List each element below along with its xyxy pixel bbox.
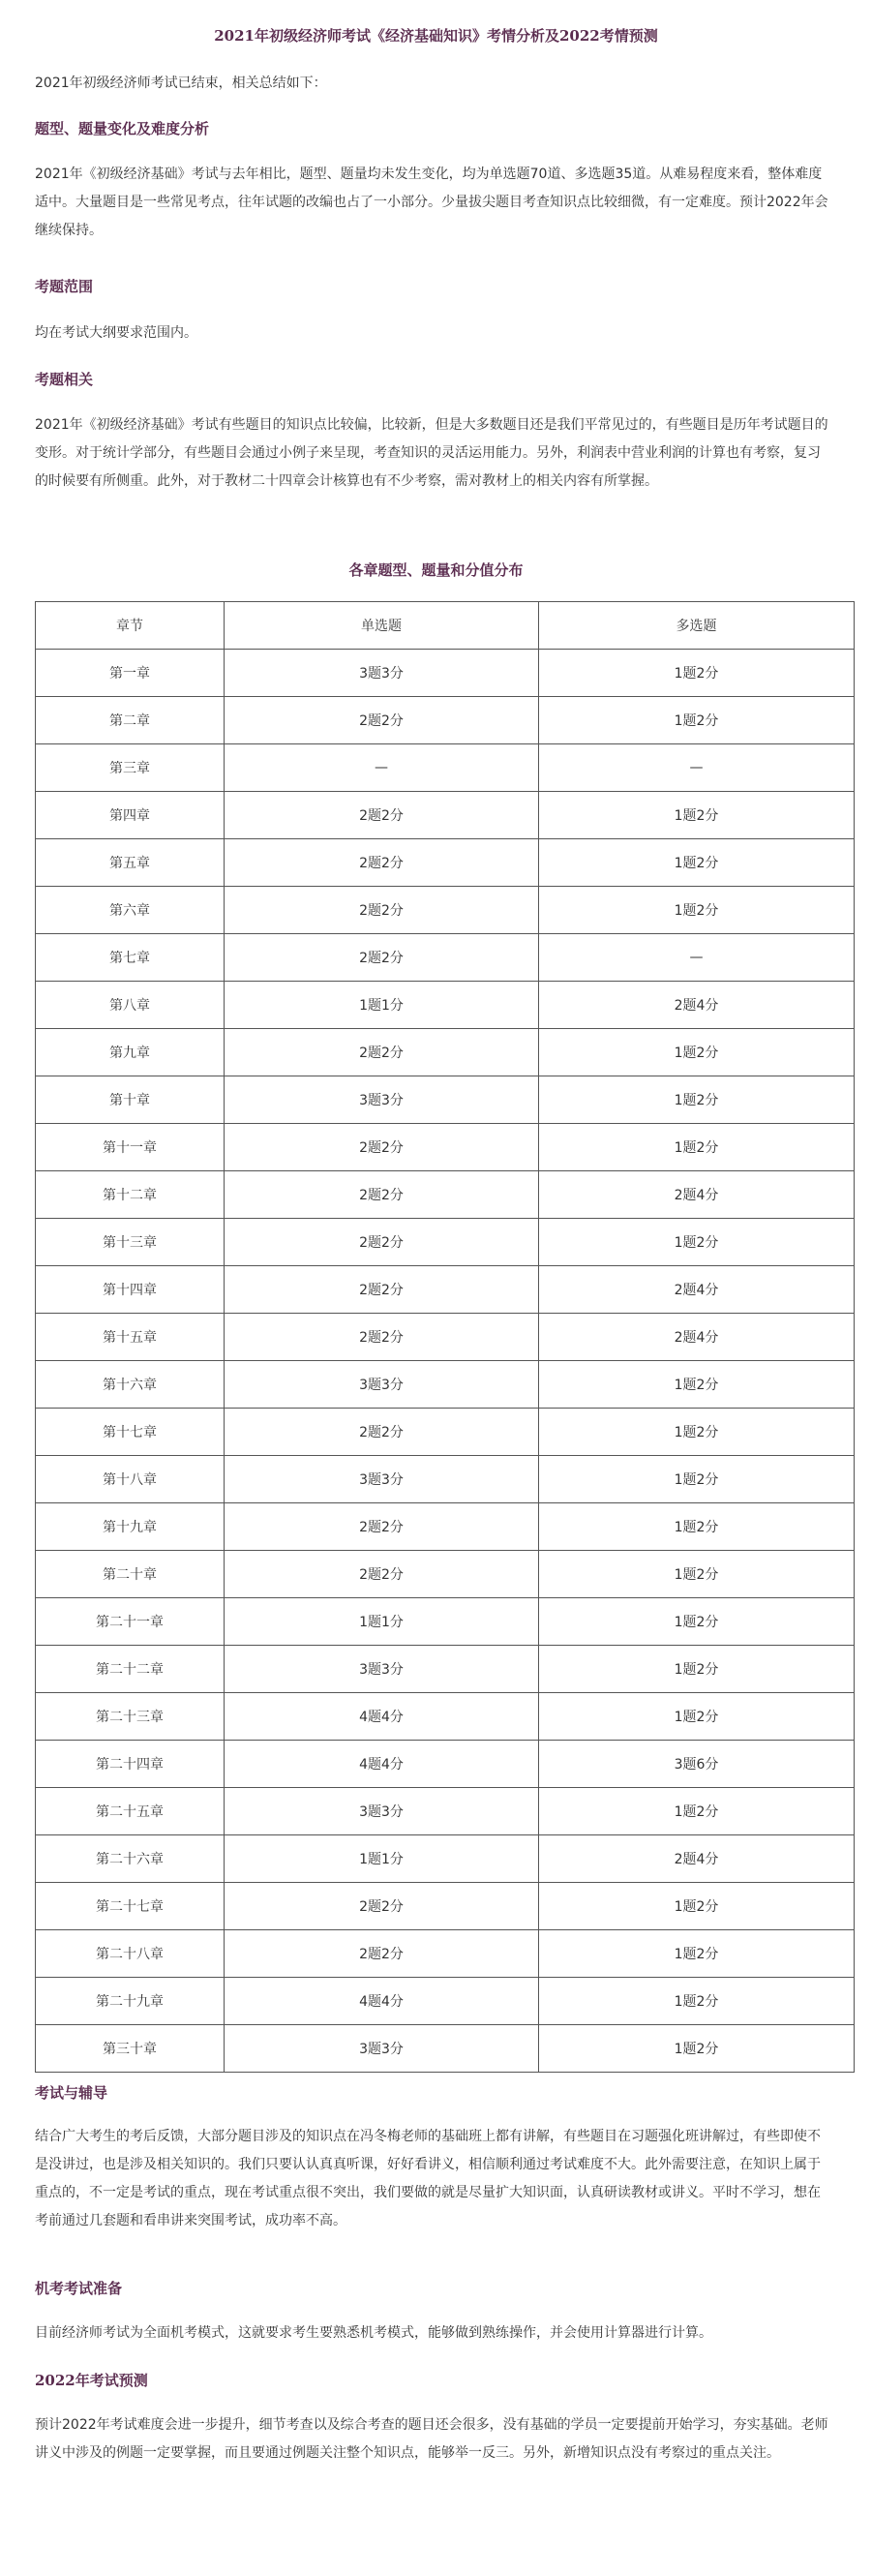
section-text-difficulty: 2021年《初级经济基础》考试与去年相比，题型、题量均未发生变化，均为单选题70道、多选题35道。从难易程度来看，整体难度适中。大量题目是一些常见考点，往年试题的改编也占了一小部分。少量拔尖题目考查知识点比较细微，有一定难度。预计2022年会继续保持。 bbox=[35, 167, 828, 238]
table-cell-multiple-choice: 1题2分 bbox=[539, 1646, 855, 1693]
table-cell-chapter: 第三章 bbox=[36, 744, 225, 792]
table-row bbox=[36, 1219, 855, 1266]
table-cell-chapter: 第二十七章 bbox=[36, 1883, 225, 1930]
table-row bbox=[36, 1693, 855, 1741]
table-cell-chapter: 第十一章 bbox=[36, 1124, 225, 1171]
table-cell-multiple-choice: 2题4分 bbox=[539, 1835, 855, 1883]
table-cell-multiple-choice: 1题2分 bbox=[539, 650, 855, 697]
table-cell-single-choice: 2题2分 bbox=[225, 1266, 539, 1314]
table-cell-chapter: 第二章 bbox=[36, 697, 225, 744]
table-row bbox=[36, 650, 855, 697]
table-cell-chapter: 第九章 bbox=[36, 1029, 225, 1076]
table-cell-single-choice: 4题4分 bbox=[225, 1741, 539, 1788]
table-cell-multiple-choice: 1题2分 bbox=[539, 1598, 855, 1646]
table-cell-multiple-choice: 1题2分 bbox=[539, 1361, 855, 1409]
table-cell-multiple-choice: 2题4分 bbox=[539, 1314, 855, 1361]
table-cell-single-choice: 2题2分 bbox=[225, 1171, 539, 1219]
table-header-single-choice: 单选题 bbox=[225, 602, 539, 650]
table-header-multiple-choice: 多选题 bbox=[539, 602, 855, 650]
table-cell-multiple-choice: 1题2分 bbox=[539, 1551, 855, 1598]
table-cell-single-choice: 2题2分 bbox=[225, 839, 539, 887]
table-row bbox=[36, 1076, 855, 1124]
table-cell-chapter: 第七章 bbox=[36, 934, 225, 982]
table-cell-single-choice: 3题3分 bbox=[225, 1076, 539, 1124]
table-cell-chapter: 第五章 bbox=[36, 839, 225, 887]
table-row bbox=[36, 1456, 855, 1503]
table-cell-chapter: 第十八章 bbox=[36, 1456, 225, 1503]
table-cell-multiple-choice: 1题2分 bbox=[539, 1883, 855, 1930]
table-cell-multiple-choice: 1题2分 bbox=[539, 792, 855, 839]
section-text-forecast: 预计2022年考试难度会进一步提升，细节考查以及综合考查的题目还会很多，没有基础的学员一定要提前开始学习，夯实基础。老师讲义中涉及的例题一定要掌握，而且要通过例题关注整个知识点，能够举一反三。另外，新增知识点没有考察过的重点关注。 bbox=[35, 2417, 828, 2461]
table-cell-single-choice: — bbox=[225, 744, 539, 792]
table-row bbox=[36, 982, 855, 1029]
table-cell-chapter: 第十二章 bbox=[36, 1171, 225, 1219]
table-cell-single-choice: 2题2分 bbox=[225, 1409, 539, 1456]
table-cell-multiple-choice: 1题2分 bbox=[539, 1503, 855, 1551]
table-row bbox=[36, 1930, 855, 1978]
table-cell-single-choice: 3题3分 bbox=[225, 2025, 539, 2073]
table-cell-chapter: 第十五章 bbox=[36, 1314, 225, 1361]
table-cell-single-choice: 2题2分 bbox=[225, 1029, 539, 1076]
table-cell-chapter: 第六章 bbox=[36, 887, 225, 934]
table-cell-single-choice: 2题2分 bbox=[225, 792, 539, 839]
table-cell-single-choice: 4题4分 bbox=[225, 1693, 539, 1741]
section-heading-tutoring: 考试与辅导 bbox=[35, 2084, 108, 2102]
table-cell-multiple-choice: 1题2分 bbox=[539, 2025, 855, 2073]
table-body bbox=[36, 650, 855, 2073]
page-title: 2021年初级经济师考试《经济基础知识》考情分析及2022考情预测 bbox=[214, 27, 658, 45]
table-cell-chapter: 第二十章 bbox=[36, 1551, 225, 1598]
table-cell-multiple-choice: 1题2分 bbox=[539, 1409, 855, 1456]
table-row bbox=[36, 1503, 855, 1551]
table-cell-chapter: 第一章 bbox=[36, 650, 225, 697]
table-row bbox=[36, 1171, 855, 1219]
table-cell-multiple-choice: — bbox=[539, 934, 855, 982]
table-cell-chapter: 第十九章 bbox=[36, 1503, 225, 1551]
table-row bbox=[36, 1741, 855, 1788]
table-cell-single-choice: 2题2分 bbox=[225, 1503, 539, 1551]
table-row bbox=[36, 744, 855, 792]
table-cell-chapter: 第二十三章 bbox=[36, 1693, 225, 1741]
table-cell-chapter: 第三十章 bbox=[36, 2025, 225, 2073]
section-text-computer-exam: 目前经济师考试为全面机考模式，这就要求考生要熟悉机考模式，能够做到熟练操作，并会使用计算器进行计算。 bbox=[35, 2325, 712, 2341]
table-row bbox=[36, 1551, 855, 1598]
table-cell-multiple-choice: 2题4分 bbox=[539, 1171, 855, 1219]
table-cell-chapter: 第二十八章 bbox=[36, 1930, 225, 1978]
table-cell-single-choice: 2题2分 bbox=[225, 1124, 539, 1171]
table-header-row bbox=[36, 602, 855, 650]
table-row bbox=[36, 1124, 855, 1171]
section-text-tutoring: 结合广大考生的考后反馈，大部分题目涉及的知识点在冯冬梅老师的基础班上都有讲解，有些题目在习题强化班讲解过，有些即使不是没讲过，也是涉及相关知识的。我们只要认认真真听课，好好看讲义，相信顺利通过考试难度不大。此外需要注意，在知识上属于重点的，不一定是考试的重点，现在考试重点很不突出，我们要做的就是尽量扩大知识面，认真研读教材或讲义。平时不学习，想在考前通过几套题和看串讲来突围考试，成功率不高。 bbox=[35, 2129, 821, 2228]
table-row bbox=[36, 1409, 855, 1456]
table-cell-single-choice: 2题2分 bbox=[225, 1551, 539, 1598]
intro-text: 2021年初级经济师考试已结束，相关总结如下： bbox=[35, 76, 327, 91]
table-row bbox=[36, 697, 855, 744]
section-heading-forecast: 2022年考试预测 bbox=[35, 2372, 148, 2389]
table-row bbox=[36, 1788, 855, 1835]
table-cell-chapter: 第二十四章 bbox=[36, 1741, 225, 1788]
table-cell-single-choice: 3题3分 bbox=[225, 650, 539, 697]
table-cell-single-choice: 3题3分 bbox=[225, 1646, 539, 1693]
table-row bbox=[36, 1883, 855, 1930]
table-cell-single-choice: 2题2分 bbox=[225, 934, 539, 982]
table-cell-multiple-choice: 1题2分 bbox=[539, 1456, 855, 1503]
table-cell-single-choice: 2题2分 bbox=[225, 1930, 539, 1978]
table-cell-chapter: 第八章 bbox=[36, 982, 225, 1029]
section-heading-difficulty: 题型、题量变化及难度分析 bbox=[35, 120, 210, 137]
table-row bbox=[36, 1361, 855, 1409]
table-cell-single-choice: 2题2分 bbox=[225, 1883, 539, 1930]
distribution-table bbox=[35, 601, 855, 2073]
table-row bbox=[36, 1266, 855, 1314]
table-cell-single-choice: 1题1分 bbox=[225, 1598, 539, 1646]
table-row bbox=[36, 1646, 855, 1693]
table-row bbox=[36, 839, 855, 887]
table-cell-chapter: 第二十五章 bbox=[36, 1788, 225, 1835]
table-header-chapter: 章节 bbox=[36, 602, 225, 650]
table-row bbox=[36, 1314, 855, 1361]
table-cell-multiple-choice: 1题2分 bbox=[539, 1029, 855, 1076]
table-cell-multiple-choice: 1题2分 bbox=[539, 697, 855, 744]
table-cell-multiple-choice: 1题2分 bbox=[539, 1978, 855, 2025]
table-cell-single-choice: 3题3分 bbox=[225, 1456, 539, 1503]
section-heading-related: 考题相关 bbox=[35, 371, 94, 388]
table-cell-single-choice: 2题2分 bbox=[225, 887, 539, 934]
table-row bbox=[36, 2025, 855, 2073]
table-cell-single-choice: 1题1分 bbox=[225, 982, 539, 1029]
table-cell-single-choice: 2题2分 bbox=[225, 1219, 539, 1266]
table-cell-multiple-choice: — bbox=[539, 744, 855, 792]
table-cell-chapter: 第十四章 bbox=[36, 1266, 225, 1314]
table-cell-multiple-choice: 1题2分 bbox=[539, 887, 855, 934]
table-title: 各章题型、题量和分值分布 bbox=[348, 561, 524, 579]
table-cell-multiple-choice: 1题2分 bbox=[539, 1124, 855, 1171]
table-row bbox=[36, 1598, 855, 1646]
table-cell-single-choice: 3题3分 bbox=[225, 1788, 539, 1835]
table-cell-multiple-choice: 1题2分 bbox=[539, 1788, 855, 1835]
table-cell-single-choice: 2题2分 bbox=[225, 1314, 539, 1361]
table-cell-chapter: 第十三章 bbox=[36, 1219, 225, 1266]
table-cell-chapter: 第十七章 bbox=[36, 1409, 225, 1456]
table-row bbox=[36, 1029, 855, 1076]
table-row bbox=[36, 1978, 855, 2025]
table-cell-chapter: 第十六章 bbox=[36, 1361, 225, 1409]
table-cell-chapter: 第二十九章 bbox=[36, 1978, 225, 2025]
section-heading-scope: 考题范围 bbox=[35, 278, 94, 295]
table-cell-chapter: 第四章 bbox=[36, 792, 225, 839]
table-cell-single-choice: 2题2分 bbox=[225, 697, 539, 744]
table-cell-chapter: 第十章 bbox=[36, 1076, 225, 1124]
table-row bbox=[36, 934, 855, 982]
table-cell-multiple-choice: 2题4分 bbox=[539, 1266, 855, 1314]
table-row bbox=[36, 1835, 855, 1883]
table-cell-multiple-choice: 2题4分 bbox=[539, 982, 855, 1029]
table-cell-chapter: 第二十六章 bbox=[36, 1835, 225, 1883]
section-text-related: 2021年《初级经济基础》考试有些题目的知识点比较偏，比较新，但是大多数题目还是我们平常见过的，有些题目是历年考试题目的变形。对于统计学部分，有些题目会通过小例子来呈现，考查知识的灵活运用能力。另外，利润表中营业利润的计算也有考察，复习的时候要有所侧重。此外，对于教材二十四章会计核算也有不少考察，需对教材上的相关内容有所掌握。 bbox=[35, 417, 828, 489]
table-row bbox=[36, 792, 855, 839]
table-cell-multiple-choice: 3题6分 bbox=[539, 1741, 855, 1788]
table-row bbox=[36, 887, 855, 934]
table-cell-multiple-choice: 1题2分 bbox=[539, 839, 855, 887]
table-cell-multiple-choice: 1题2分 bbox=[539, 1076, 855, 1124]
table-cell-single-choice: 3题3分 bbox=[225, 1361, 539, 1409]
table-cell-multiple-choice: 1题2分 bbox=[539, 1930, 855, 1978]
table-cell-chapter: 第二十一章 bbox=[36, 1598, 225, 1646]
section-text-scope: 均在考试大纲要求范围内。 bbox=[35, 325, 197, 341]
table-cell-single-choice: 4题4分 bbox=[225, 1978, 539, 2025]
table-cell-chapter: 第二十二章 bbox=[36, 1646, 225, 1693]
section-heading-computer-exam: 机考考试准备 bbox=[35, 2280, 123, 2297]
table-cell-single-choice: 1题1分 bbox=[225, 1835, 539, 1883]
table-cell-multiple-choice: 1题2分 bbox=[539, 1219, 855, 1266]
table-cell-multiple-choice: 1题2分 bbox=[539, 1693, 855, 1741]
